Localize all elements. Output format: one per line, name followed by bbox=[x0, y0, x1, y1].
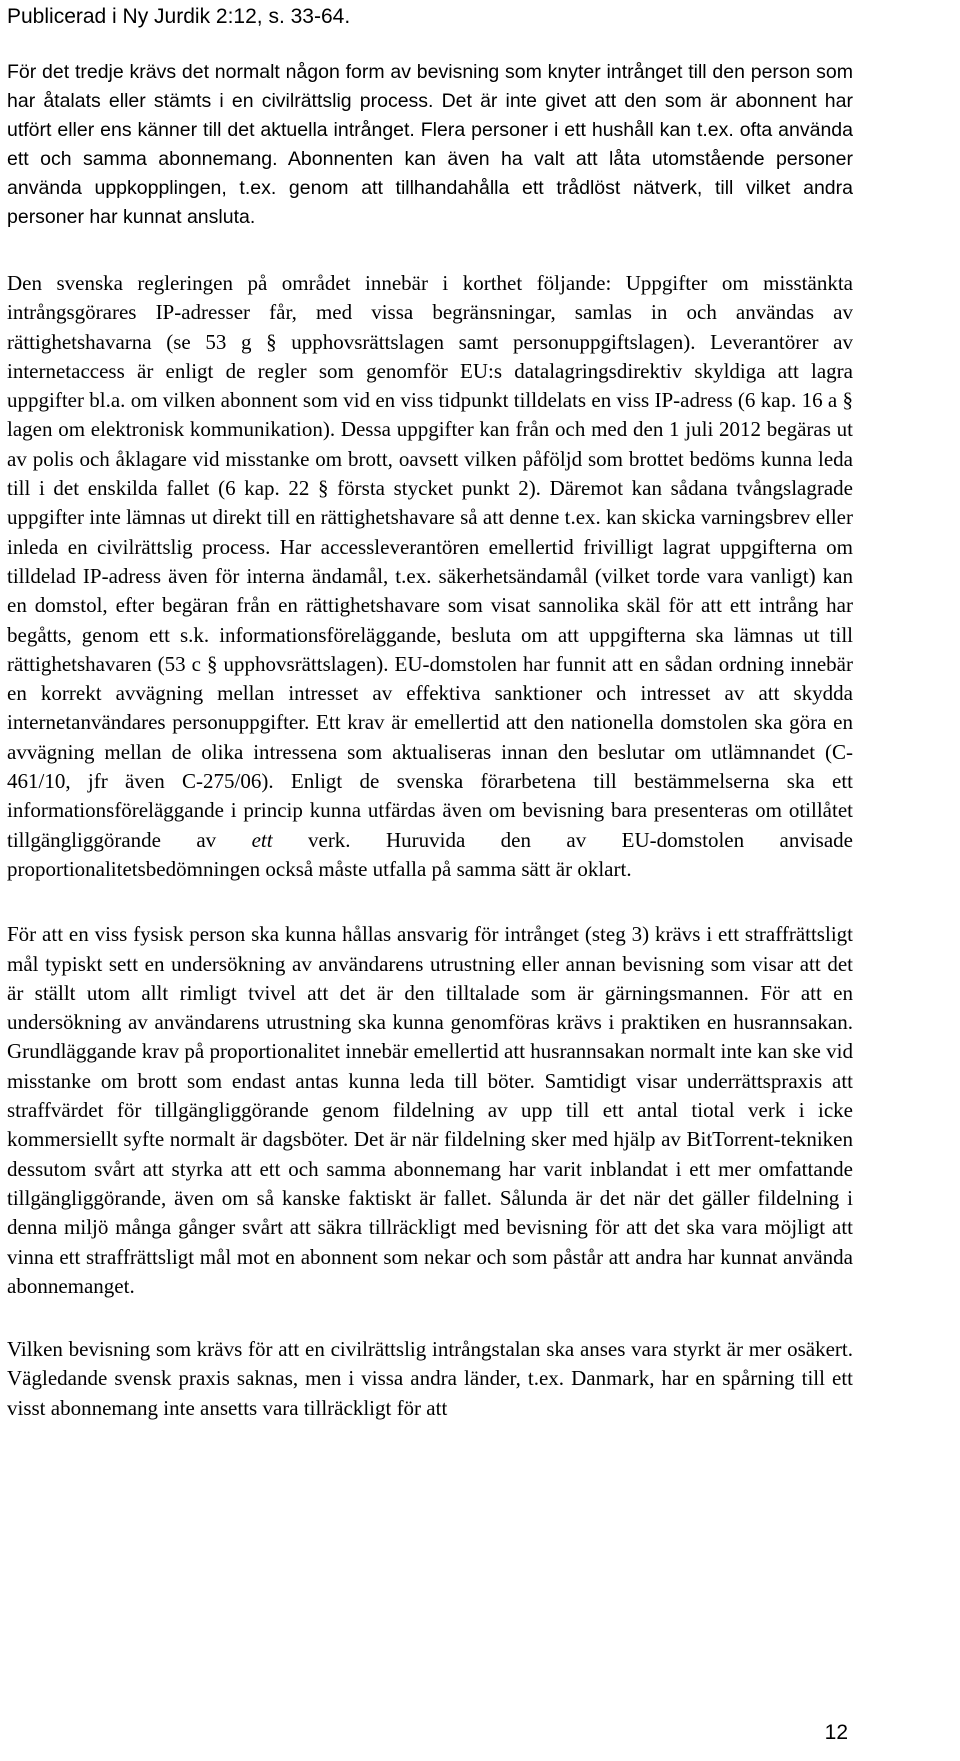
paragraph-2-emphasis: ett bbox=[251, 827, 273, 852]
paragraph-3: För att en viss fysisk person ska kunna hållas ansvarig för intrånget (steg 3) krävs i ett straffrättsligt mål typiskt sett en undersökning av användarens utrustning eller annan bevisning som visar att det är ställt utom allt rimligt tvivel att det är den tilltalade som är gärningsmannen. För att en undersökning av användarens utrustning ska kunna genomföras krävs i praktiken en husrannsakan. Grundläggande krav på proportionalitet innebär emellertid att husrannsakan normalt inte kan ske vid misstanke om brott som endast antas kunna leda till böter. Samtidigt visar underrättspraxis att straffvärdet för tillgängliggörande genom fildelning av upp till ett antal tiotal verk i icke kommersiellt syfte normalt är dagsböter. Det är när fildelning sker med hjälp av BitTorrent-tekniken dessutom svårt att styrka att ett och samma abonnemang har varit inblandat i ett mer omfattande tillgängliggörande, även om så kanske faktiskt är fallet. Sålunda är det när det gäller fildelning i denna miljö många gånger svårt att säkra tillräckligt med bevisning för att det ska vara möjligt att vinna ett straffrättsligt mål mot en abonnent som nekar och som påstår att andra har kunnat använda abonnemanget. bbox=[7, 922, 853, 1298]
paragraph-4: Vilken bevisning som krävs för att en civilrättslig intrångstalan ska anses vara styrkt är mer osäkert. Vägledande svensk praxis saknas, men i vissa andra länder, t.ex. Danmark, har en spårning till ett visst abonnemang inte ansetts vara tillräckligt för att bbox=[7, 1337, 853, 1420]
paragraph-2 bbox=[7, 269, 853, 884]
paragraph-1: För det tredje krävs det normalt någon form av bevisning som knyter intrånget till den person som har åtalats eller stämts i en civilrättslig process. Det är inte givet att den som är abonnent har utfört eller ens känner till det aktuella intrånget. Flera personer i ett hushåll kan t.ex. ofta använda ett och samma abonnemang. Abonnenten kan även ha valt att låta utomstående personer använda uppkopplingen, t.ex. genom att tillhandahålla ett trådlöst nätverk, till vilket andra personer har kunnat ansluta. bbox=[7, 61, 853, 228]
page-header: Publicerad i Ny Jurdik 2:12, s. 33-64. bbox=[7, 5, 351, 28]
paragraph-2-text-start: Den svenska regleringen på området innebär i korthet följande: Uppgifter om misstänkta intrångsgörares IP-adresser får, med vissa begränsningar, samlas in och användas av rättighetshavarna (se 53 g § upphovsrättslagen samt personuppgiftslagen). Leverantörer av internetaccess är enligt de regler som genomför EU:s datalagringsdirektiv skyldiga att lagra uppgifter bl.a. om vilken abonnent som vid en viss tidpunkt tilldelats en viss IP-adress (6 kap. 16 a § lagen om elektronisk kommunikation). Dessa uppgifter kan från och med den 1 juli 2012 begäras ut av polis och åklagare vid misstanke om brott, oavsett vilken påföljd som brottet bedöms kunna leda till i det enskilda fallet (6 kap. 22 § första stycket punkt 2). Däremot kan sådana tvångslagrade uppgifter inte lämnas ut direkt till en rättighetshavare så att denne t.ex. kan skicka varningsbrev eller inleda en civilrättslig process. Har accessleverantören emellertid frivilligt lagrat uppgifterna om tilldelad IP-adress även för interna ändamål, t.ex. säkerhetsändamål (vilket torde vara vanligt) kan en domstol, efter begäran från en rättighetshavare som visat sannolika skäl för att ett intrång har begåtts, genom ett s.k. informationsföreläggande, besluta om att uppgifterna ska lämnas ut till rättighetshavaren (53 c § upphovsrättslagen). EU-domstolen har funnit att en sådan ordning innebär en korrekt avvägning mellan intresset av effektiva sanktioner och intresset av att skydda internetanvändares personuppgifter. Ett krav är emellertid att den nationella domstolen ska göra en avvägning mellan de olika intressena som aktualiseras innan den beslutar om utlämnandet (C-461/10, jfr även C-275/06). Enligt de svenska förarbetena till bestämmelserna ska ett informationsföreläggande i princip kunna utfärdas även om bevisning bara presenteras om otillåtet tillgängliggörande av bbox=[7, 271, 853, 852]
paragraph-2-text-end: verk. Huruvida den av EU-domstolen anvisade proportionalitetsbedömningen också måste utfalla på samma sätt är oklart. bbox=[7, 827, 853, 881]
page-number: 12 bbox=[824, 1721, 848, 1744]
document-body bbox=[7, 58, 853, 1423]
